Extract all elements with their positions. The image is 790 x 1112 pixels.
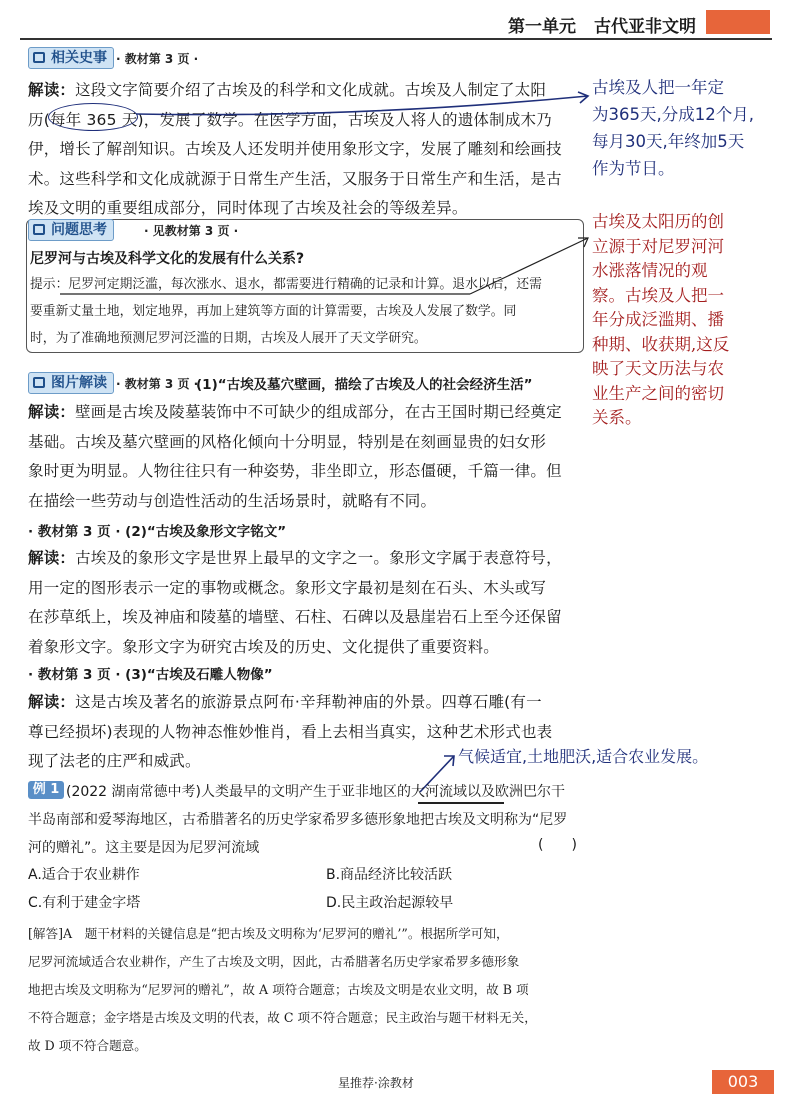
note-line: 映了天文历法与农	[592, 359, 724, 378]
text-line	[28, 398, 584, 428]
option-a: A.适合于农业耕作	[28, 867, 140, 883]
example-tag: 例 1	[28, 781, 64, 799]
note-line: 作为节日。	[592, 159, 675, 178]
section-tag-picture	[28, 372, 114, 394]
option-c: C.有利于建金字塔	[28, 895, 141, 911]
header-rule	[20, 38, 772, 40]
note-line: 水涨落情况的观	[592, 261, 708, 280]
text-line	[28, 544, 584, 574]
answer-line: 故 D 项不符合题意。	[28, 1038, 147, 1053]
section-ref: · 教材第 3 页 ·	[116, 377, 199, 391]
interpretation-label: 解读：	[28, 403, 76, 421]
section-tag-related-history	[28, 47, 114, 69]
interpretation-label: 解读：	[28, 549, 76, 567]
note-line: 古埃及人把一年定	[592, 78, 724, 97]
example-stem-first: (2022 湖南常德中考)人类最早的文明产生于亚非地区的大河流域以及欧洲巴尔干	[66, 784, 566, 800]
interpretation-label: 解读：	[28, 81, 76, 99]
text-line-content: 壁画是古埃及陵墓装饰中不可缺少的组成部分，在古王国时期已经奠定	[75, 403, 562, 421]
hint-line: 时，为了准确地预测尼罗河泛滥的日期，古埃及人展开了天文学研究。	[30, 331, 427, 346]
text-line: 河的赠礼”。这主要是因为尼罗河流域	[28, 840, 260, 856]
picture-caption-3: · 教材第 3 页 · (3)“古埃及石雕人物像”	[28, 667, 273, 683]
text-line: 伊，增长了解剖知识。古埃及人还发明并使用象形文字，发展了雕刻和绘画技	[28, 140, 562, 158]
ink-circle-annotation	[48, 103, 138, 131]
answer-line: 地把古埃及文明称为“尼罗河的赠礼”，故 A 项符合题意；古埃及文明是农业文明，故 B 项	[28, 982, 529, 997]
text-line: 尊已经损坏)表现的人物神态惟妙惟肖，看上去相当真实，这种艺术形式也表	[28, 722, 553, 741]
text-line-content: 古埃及的象形文字是世界上最早的文字之一。象形文字属于表意符号，	[75, 549, 562, 567]
example-stem-rest	[28, 806, 588, 862]
unit-title: 古代亚非文明	[594, 17, 696, 37]
note-line: 年分成泛滥期、播	[592, 310, 724, 329]
answer-line: 不符合题意；金字塔是古埃及文明的代表，故 C 项不符合题意；民主政治与题干材料无关，	[28, 1010, 537, 1025]
text-line: 在描绘一些劳动与创造性活动的生活场景时，就略有不同。	[28, 491, 437, 510]
interpretation-label: 解读：	[28, 693, 76, 711]
option-b: B.商品经济比较活跃	[326, 867, 453, 883]
picture-caption-1: (1)“古埃及墓穴壁画，描绘了古埃及人的社会经济生活”	[196, 377, 533, 393]
answer-line: [解答]A 题干材料的关键信息是“把古埃及文明称为‘尼罗河的赠礼’”。根据所学可知，	[28, 926, 509, 941]
question-title: 尼罗河与古埃及科学文化的发展有什么关系?	[30, 251, 305, 267]
text-line-content: 这是古埃及著名的旅游景点阿布·辛拜勒神庙的外景。四尊石雕(有一	[75, 693, 542, 711]
section-tag-label: 图片解读	[51, 375, 107, 391]
note-line: 古埃及太阳历的创	[592, 212, 724, 231]
ink-arrow-annotation	[136, 88, 596, 128]
text-line-content: 这段文字简要介绍了古埃及的科学和文化成就。古埃及人制定了太阳	[75, 81, 547, 99]
text-line: 现了法老的庄严和威武。	[28, 752, 201, 770]
section-tag-label: 相关史事	[51, 50, 107, 66]
picture-caption-2: · 教材第 3 页 · (2)“古埃及象形文字铭文”	[28, 524, 287, 540]
text-line: 历(每年 365 天)，发展了数学。在医学方面，古埃及人将人的遗体制成木乃	[28, 110, 552, 129]
ink-underline-arrow	[60, 228, 600, 298]
note-line: 种期、收获期,这反	[592, 334, 730, 354]
text-line: 着象形文字。象形文字为研究古埃及的历史、文化提供了重要资料。	[28, 637, 500, 656]
hint-line: 要重新丈量土地，划定地界，再加上建筑等方面的计算需要，古埃及人发展了数学。同	[30, 304, 517, 319]
section2-body-1	[28, 398, 584, 516]
note-line: 业生产之间的密切	[592, 383, 724, 403]
text-line: 在莎草纸上，埃及神庙和陵墓的墙壁、石柱、石碑以及悬崖岩石上至今还保留	[28, 608, 562, 626]
note-line: 立源于对尼罗河河	[592, 236, 724, 256]
text-line	[28, 688, 584, 718]
handwritten-note-calendar	[592, 74, 754, 182]
hint-line: 提示：尼罗河定期泛滥，每次涨水、退水，都需要进行精确的记录和计算。退水以后，还需	[30, 277, 542, 292]
text-line: 半岛南部和爱琴海地区，古希腊著名的历史学家希罗多德形象地把古埃及文明称为“尼罗	[28, 812, 568, 828]
note-line: 每月30天,年终加5天	[592, 132, 745, 151]
handwritten-note-agriculture: 气候适宜,土地肥沃,适合农业发展。	[458, 747, 709, 766]
handwritten-note-solar-calendar	[592, 210, 729, 431]
footer-brand: 星推荐·涂教材	[338, 1076, 414, 1090]
text-line: 术。这些科学和文化成就源于日常生产生活，又服务于日常生产和生活，是古	[28, 169, 562, 188]
answer-bracket: ( )	[538, 837, 577, 853]
note-line: 关系。	[592, 408, 642, 427]
answer-line: 尼罗河流域适合农业耕作，产生了古埃及文明，因此，古希腊著名历史学家希罗多德形象	[28, 954, 520, 969]
section-ref: · 教材第 3 页 ·	[116, 52, 199, 66]
question-ref: · 见教材第 3 页 ·	[144, 224, 239, 238]
header-accent-bar	[706, 10, 770, 34]
unit-label: 第一单元	[508, 17, 576, 37]
note-line: 为365天,分成12个月,	[592, 105, 754, 124]
text-line: 埃及文明的重要组成部分，同时体现了古埃及社会的等级差异。	[28, 199, 468, 217]
page-number: 003	[712, 1070, 774, 1094]
note-line: 察。古埃及人把一	[592, 285, 724, 305]
text-line: 基础。古埃及墓穴壁画的风格化倾向十分明显，特别是在刻画显贵的妇女形	[28, 432, 547, 451]
text-line: 象时更为明显。人物往往只有一种姿势，非坐即立，形态僵硬，千篇一律。但	[28, 462, 562, 480]
ink-underline	[418, 802, 504, 804]
section2-body-2	[28, 544, 584, 662]
option-d: D.民主政治起源较早	[326, 895, 454, 911]
example-answer	[28, 920, 588, 1060]
text-line: 用一定的图形表示一定的事物或概念。象形文字最初是刻在石头、木头或写	[28, 578, 547, 597]
section-tag-label: 问题思考	[51, 222, 107, 238]
